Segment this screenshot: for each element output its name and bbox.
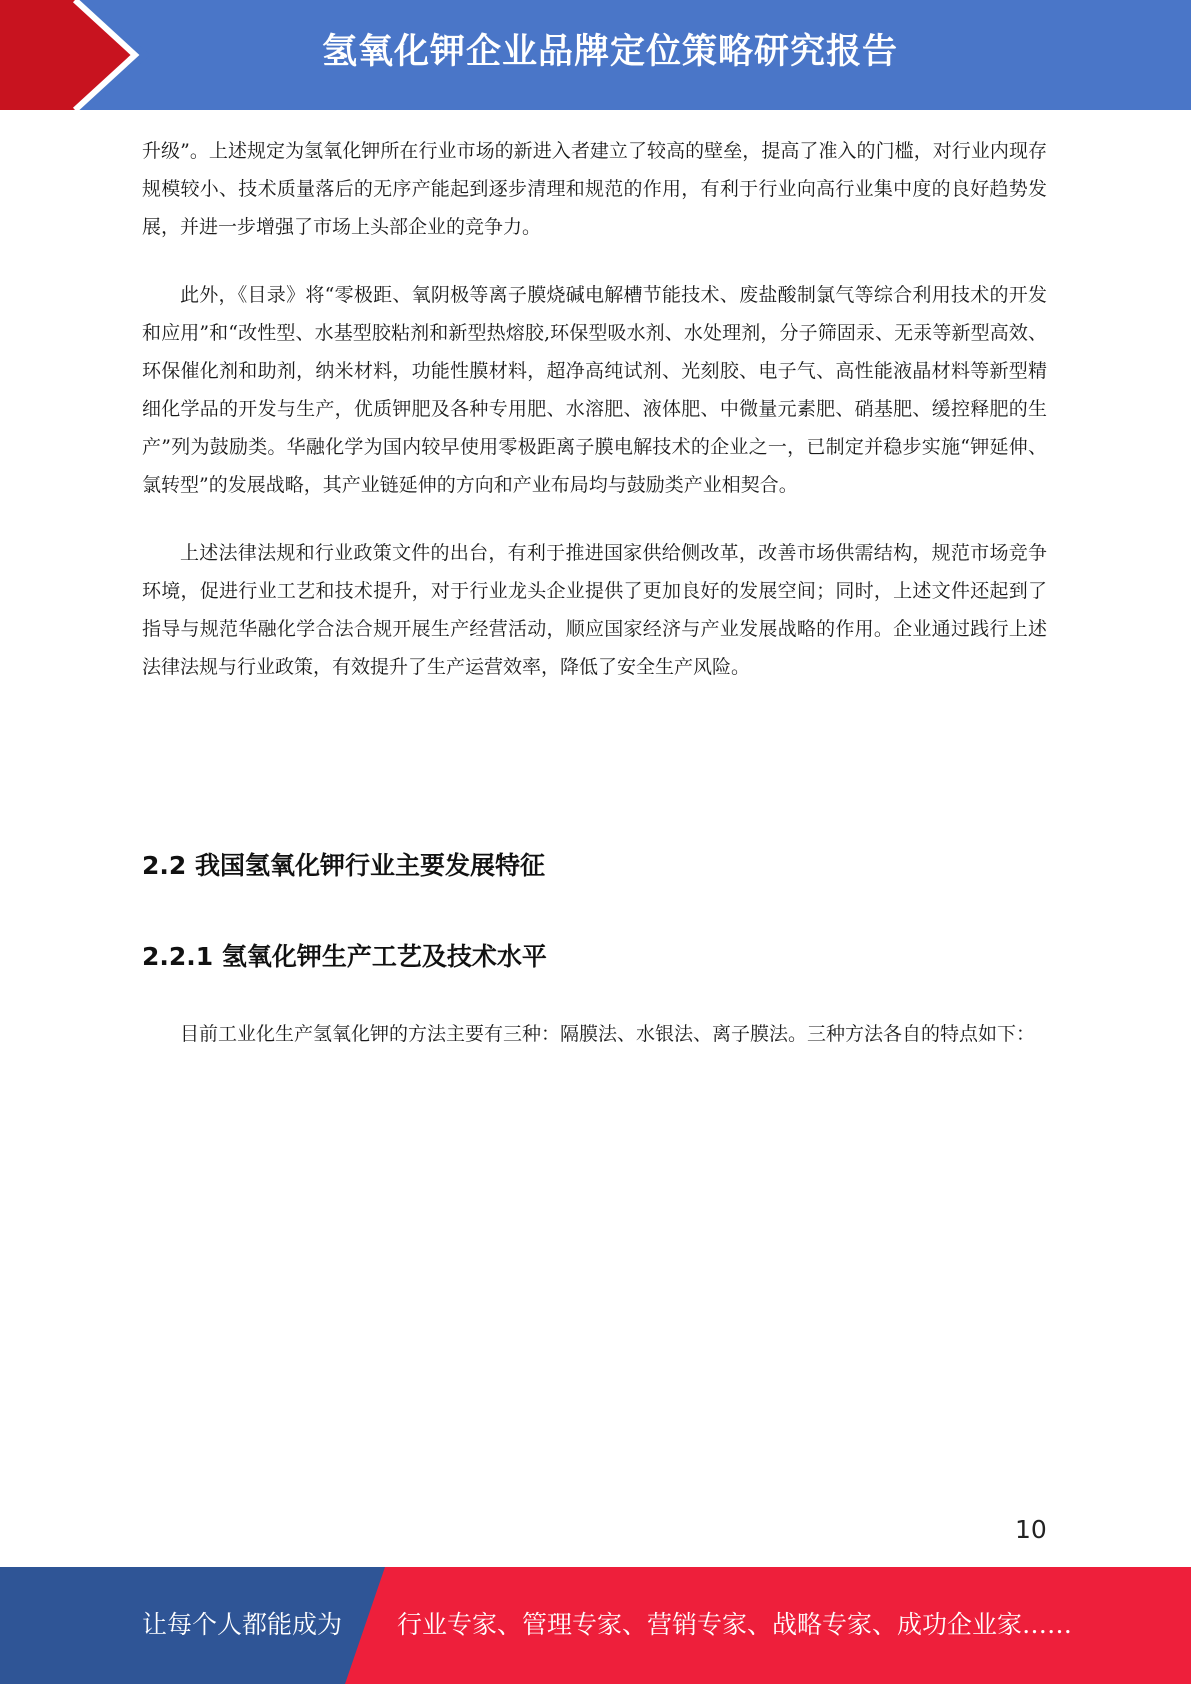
paragraph-4: 目前工业化生产氢氧化钾的方法主要有三种：隔膜法、水银法、离子膜法。三种方法各自的特点如下：: [180, 1023, 1036, 1045]
document-body: [142, 132, 1047, 686]
header-banner: [0, 0, 1191, 110]
section-heading-2-2-1: 2.2.1 氢氧化钾生产工艺及技术水平: [142, 942, 547, 971]
paragraph-2: 此外，《目录》将“零极距、氧阴极等离子膜烧碱电解槽节能技术、废盐酸制氯气等综合利用技术的开发和应用”和“改性型、水基型胶粘剂和新型热熔胶,环保型吸水剂、水处理剂，分子筛固汞、无汞等新型高效、环保催化剂和助剂，纳米材料，功能性膜材料，超净高纯试剂、光刻胶、电子气、高性能液晶材料等新型精细化学品的开发与生产，优质钾肥及各种专用肥、水溶肥、液体肥、中微量元素肥、硝基肥、缓控释肥的生产”列为鼓励类。华融化学为国内较早使用零极距离子膜电解技术的企业之一，已制定并稳步实施“钾延伸、氯转型”的发展战略，其产业链延伸的方向和产业布局均与鼓励类产业相契合。: [142, 284, 1047, 496]
section-heading-2-2: 2.2 我国氢氧化钾行业主要发展特征: [142, 851, 545, 880]
document-title: 氢氧化钾企业品牌定位策略研究报告: [321, 32, 898, 72]
footer-slogan-right: 行业专家、管理专家、营销专家、战略专家、成功企业家……: [397, 1610, 1073, 1639]
footer-slogan-left: 让每个人都能成为: [142, 1610, 343, 1639]
paragraph-1: 升级”。上述规定为氢氧化钾所在行业市场的新进入者建立了较高的壁垒，提高了准入的门槛，对行业内现存规模较小、技术质量落后的无序产能起到逐步清理和规范的作用，有利于行业向高行业集中度的良好趋势发展，并进一步增强了市场上头部企业的竞争力。: [142, 140, 1047, 238]
paragraph-3: 上述法律法规和行业政策文件的出台，有利于推进国家供给侧改革，改善市场供需结构，规范市场竞争环境，促进行业工艺和技术提升，对于行业龙头企业提供了更加良好的发展空间；同时，上述文件还起到了指导与规范华融化学合法合规开展生产经营活动，顺应国家经济与产业发展战略的作用。企业通过践行上述法律法规与行业政策，有效提升了生产运营效率，降低了安全生产风险。: [142, 542, 1047, 678]
page-number: 10: [1015, 1515, 1047, 1544]
section-body: [142, 1015, 1047, 1053]
footer-banner: [0, 1567, 1191, 1684]
